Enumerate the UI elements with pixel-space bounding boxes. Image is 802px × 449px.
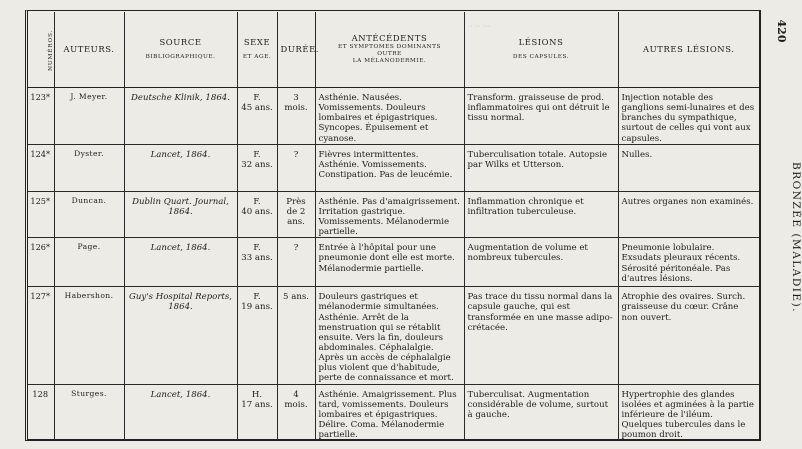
col-header-lesions: LÉSIONS DES CAPSULES.: [464, 12, 618, 88]
table-row: [28, 287, 759, 384]
col-header-numeros: NUMÉROS.: [28, 12, 54, 88]
duration: 3 mois.: [277, 88, 315, 145]
source: Lancet, 1864.: [124, 384, 237, 440]
other-lesions: Nulles.: [618, 144, 759, 191]
antecedents: Asthénie. Nausées. Vomissements. Douleurs lombaires et épigastriques. Syncopes. Épuisement et cyanose.: [315, 88, 464, 145]
duration: 4 mois.: [277, 384, 315, 440]
antecedents: Asthénie. Pas d'amaigrissement. Irritation gastrique. Vomissements. Mélanodermie partielle.: [315, 191, 464, 238]
sex-age: F. 33 ans.: [237, 238, 277, 287]
capsule-lesions: Pas trace du tissu normal dans la capsule gauche, qui est transformée en une masse adipo-crétacée.: [464, 287, 618, 384]
antecedents: Douleurs gastriques et mélanodermie simultanées. Asthénie. Arrêt de la menstruation qui se rétablit ensuite. Vers la fin, douleurs abdominales. Céphalalgie. Après un accès de céphalalgie plus violent que d'habitude, perte de connaissance et mort.: [315, 287, 464, 384]
capsule-lesions: Tuberculisation totale. Autopsie par Wilks et Utterson.: [464, 144, 618, 191]
page-number: 420: [775, 19, 789, 43]
col-header-antecedents: ANTÉCÉDENTS ET SYMPTOMES DOMINANTS OUTRE LA MÉLANODERMIE.: [315, 12, 464, 88]
case-number: 124*: [28, 144, 54, 191]
source: Dublin Quart. Journal, 1864.: [124, 191, 237, 238]
duration: ?: [277, 144, 315, 191]
running-head: BRONZÉE (MALADIE).: [790, 162, 802, 314]
col-header-autres: AUTRES LÉSIONS.: [618, 12, 759, 88]
capsule-lesions: Tuberculisat. Augmentation considérable de volume, surtout à gauche.: [464, 384, 618, 440]
other-lesions: Hypertrophie des glandes isolées et agminées à la partie inférieure de l'iléum. Quelques tubercules dans le poumon droit.: [621, 389, 755, 441]
capsule-lesions: Augmentation de volume et nombreux tubercules.: [464, 238, 618, 287]
source: Lancet, 1864.: [124, 144, 237, 191]
sex-age: F. 45 ans.: [237, 88, 277, 145]
other-lesions: Injection notable des ganglions semi-lunaires et des branches du sympathique, surtout de celles qui vont aux capsules.: [618, 88, 759, 145]
case-table: [28, 12, 759, 440]
sex-age: F. 40 ans.: [237, 191, 277, 238]
author: Duncan.: [54, 191, 124, 238]
case-number: 123*: [28, 88, 54, 145]
case-number: 126*: [28, 238, 54, 287]
duration: 5 ans.: [277, 287, 315, 384]
antecedents: Entrée à l'hôpital pour une pneumonie dont elle est morte. Mélanodermie partielle.: [315, 238, 464, 287]
col-header-duree: DURÉE.: [277, 12, 315, 88]
capsule-lesions: Transform. graisseuse de prod. inflammatoires qui ont détruit le tissu normal.: [464, 88, 618, 145]
case-number: 128: [28, 384, 54, 440]
case-number: 127*: [28, 287, 54, 384]
header-row: [28, 12, 759, 88]
table-row: [28, 88, 759, 145]
author: Habershon.: [54, 287, 124, 384]
antecedents: Asthénie. Amaigrissement. Plus tard, vomissements. Douleurs lombaires et épigastriques. Délire. Coma. Mélanodermie partielle.: [315, 384, 464, 440]
source: Deutsche Klinik, 1864.: [124, 88, 237, 145]
author: Dyster.: [54, 144, 124, 191]
antecedents: Fièvres intermittentes. Asthénie. Vomissements. Constipation. Pas de leucémie.: [315, 144, 464, 191]
other-lesions: Pneumonie lobulaire. Exsudats pleuraux récents. Sérosité péritonéale. Pas d'autres lésions.: [618, 238, 759, 287]
duration: Près de 2 ans.: [277, 191, 315, 238]
sex-age: F. 19 ans.: [237, 287, 277, 384]
capsule-lesions: Inflammation chronique et infiltration tuberculeuse.: [464, 191, 618, 238]
author: Page.: [54, 238, 124, 287]
table-row: [28, 144, 759, 191]
source: Guy's Hospital Reports, 1864.: [124, 287, 237, 384]
duration: ?: [277, 238, 315, 287]
sex-age: H. 17 ans.: [237, 384, 277, 440]
table-row: [28, 384, 759, 440]
author: J. Meyer.: [54, 88, 124, 145]
bleed-through-text: · ·· ···: [470, 22, 491, 31]
case-number: 125*: [28, 191, 54, 238]
col-header-source: SOURCE BIBLIOGRAPHIQUE.: [124, 12, 237, 88]
col-header-sexe: SEXE ET AGE.: [237, 12, 277, 88]
author: Sturges.: [54, 384, 124, 440]
other-lesions: Atrophie des ovaires. Surch. graisseuse du cœur. Crâne non ouvert.: [618, 287, 759, 384]
table-row: [28, 191, 759, 238]
sex-age: F. 32 ans.: [237, 144, 277, 191]
other-lesions: Autres organes non examinés.: [618, 191, 759, 238]
table-row: [28, 238, 759, 287]
source: Lancet, 1864.: [124, 238, 237, 287]
col-header-auteurs: AUTEURS.: [54, 12, 124, 88]
